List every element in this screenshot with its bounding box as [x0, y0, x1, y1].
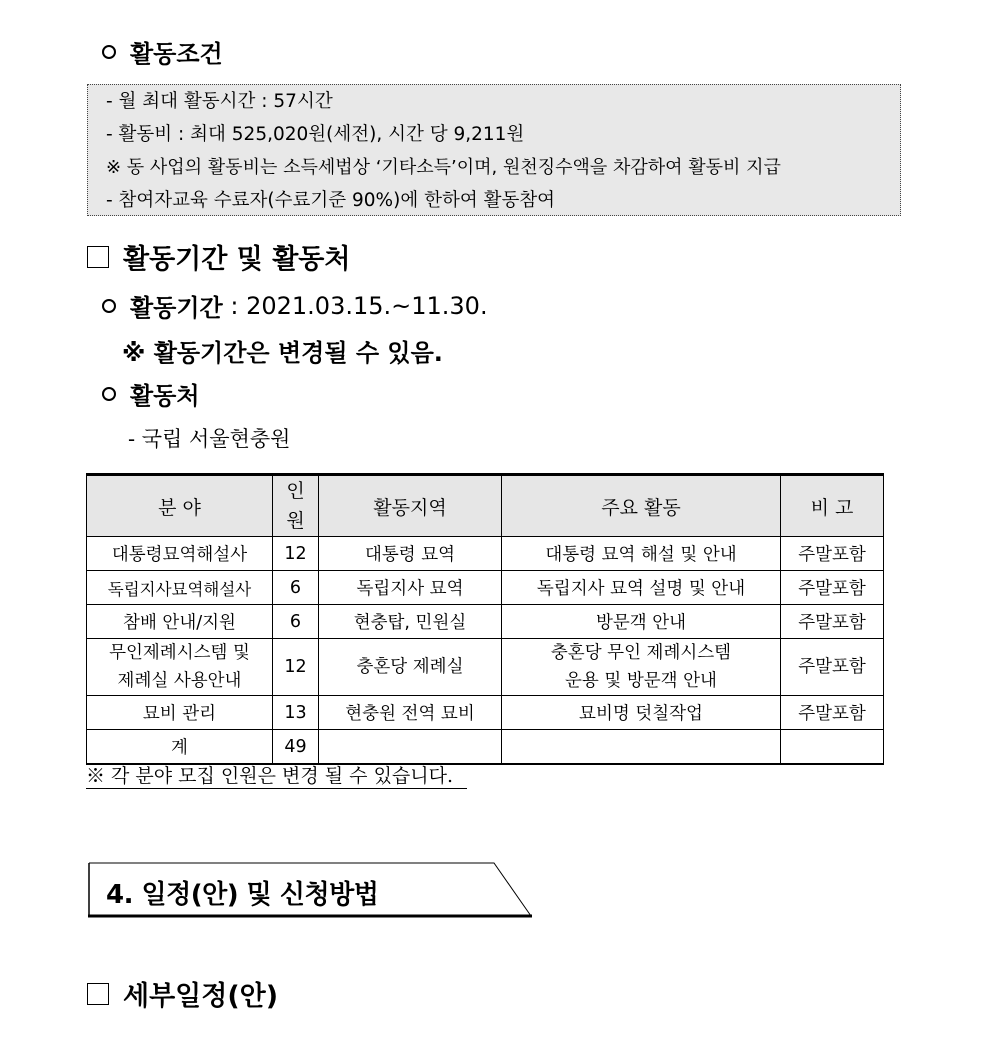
cell-note: 주말포함: [781, 537, 884, 571]
header-field: 분 야: [87, 475, 273, 537]
section4-banner: [88, 862, 533, 918]
period-label: 활동기간: [130, 294, 223, 322]
condition-line-training: - 참여자교육 수료자(수료기준 90%)에 한하여 활동참여: [106, 190, 556, 211]
header-note: 비 고: [781, 475, 884, 537]
cell-activity: 독립지사 묘역 설명 및 안내: [502, 571, 781, 605]
place-heading-text: 활동처: [130, 382, 200, 410]
condition-line-hours: - 월 최대 활동시간 : 57시간: [106, 91, 333, 112]
place-heading: [102, 376, 200, 411]
table-row: [87, 696, 884, 730]
table-header-row: [87, 475, 884, 537]
cell-activity-line2: 운용 및 방문객 안내: [565, 671, 717, 691]
table-footnote: ※ 각 분야 모집 인원은 변경 될 수 있습니다.: [86, 764, 467, 789]
cell-field-line1: 무인제례시스템 및: [109, 643, 250, 663]
cell-field: 대통령묘역해설사: [87, 537, 273, 571]
activity-table: [86, 473, 884, 765]
cell-field: [87, 639, 273, 696]
cell-activity: 묘비명 덧칠작업: [502, 696, 781, 730]
cell-empty: [502, 730, 781, 765]
table-row: [87, 639, 884, 696]
cell-note: 주말포함: [781, 571, 884, 605]
cell-empty: [781, 730, 884, 765]
cell-activity: [502, 639, 781, 696]
section4-title: 4. 일정(안) 및 신청방법: [106, 880, 379, 910]
header-count: [273, 475, 319, 537]
schedule-heading-text: 세부일정(안): [123, 981, 279, 1012]
cell-count: 13: [273, 696, 319, 730]
conditions-box: [87, 84, 901, 216]
cell-field: 참배 안내/지원: [87, 605, 273, 639]
cell-field: 독립지사묘역해설사: [87, 571, 273, 605]
header-count-bottom: 원: [286, 510, 305, 532]
circle-bullet-icon: [102, 299, 116, 313]
cell-area: 대통령 묘역: [319, 537, 502, 571]
conditions-heading: [102, 34, 223, 69]
period-note: ※ 활동기간은 변경될 수 있음.: [122, 339, 443, 367]
period-section-heading-text: 활동기간 및 활동처: [123, 244, 351, 275]
cell-count: 12: [273, 639, 319, 696]
header-area: 활동지역: [319, 475, 502, 537]
cell-note: 주말포함: [781, 605, 884, 639]
cell-count: 12: [273, 537, 319, 571]
condition-line-pay: - 활동비 : 최대 525,020원(세전), 시간 당 9,211원: [106, 124, 525, 145]
checkbox-square-icon: [87, 983, 109, 1005]
cell-activity: 대통령 묘역 해설 및 안내: [502, 537, 781, 571]
circle-bullet-icon: [102, 387, 116, 401]
schedule-heading: [87, 974, 278, 1013]
cell-area: 독립지사 묘역: [319, 571, 502, 605]
period-section-heading: [87, 237, 350, 276]
circle-bullet-icon: [102, 45, 116, 59]
table-row: [87, 537, 884, 571]
cell-activity: 방문객 안내: [502, 605, 781, 639]
table-total-row: [87, 730, 884, 765]
cell-empty: [319, 730, 502, 765]
checkbox-square-icon: [87, 246, 109, 268]
cell-area: 충혼당 제례실: [319, 639, 502, 696]
table-row: [87, 571, 884, 605]
header-activity: 주요 활동: [502, 475, 781, 537]
period-value: : 2021.03.15.~11.30.: [222, 291, 488, 320]
cell-total-count: 49: [273, 730, 319, 765]
cell-area: 현충원 전역 묘비: [319, 696, 502, 730]
header-count-top: 인: [286, 480, 305, 502]
condition-line-tax-note: ※ 동 사업의 활동비는 소득세법상 ‘기타소득’이며, 원천징수액을 차감하여 활동비 지급: [106, 157, 781, 178]
cell-note: 주말포함: [781, 639, 884, 696]
table-row: [87, 605, 884, 639]
cell-field: 묘비 관리: [87, 696, 273, 730]
cell-total-label: 계: [87, 730, 273, 765]
cell-area: 현충탑, 민원실: [319, 605, 502, 639]
cell-activity-line1: 충혼당 무인 제례시스템: [550, 643, 732, 663]
place-item: - 국립 서울현충원: [128, 427, 291, 451]
conditions-heading-text: 활동조건: [130, 40, 223, 68]
cell-count: 6: [273, 605, 319, 639]
cell-note: 주말포함: [781, 696, 884, 730]
period-line: [102, 288, 488, 323]
cell-field-line2: 제례실 사용안내: [117, 671, 242, 691]
cell-count: 6: [273, 571, 319, 605]
